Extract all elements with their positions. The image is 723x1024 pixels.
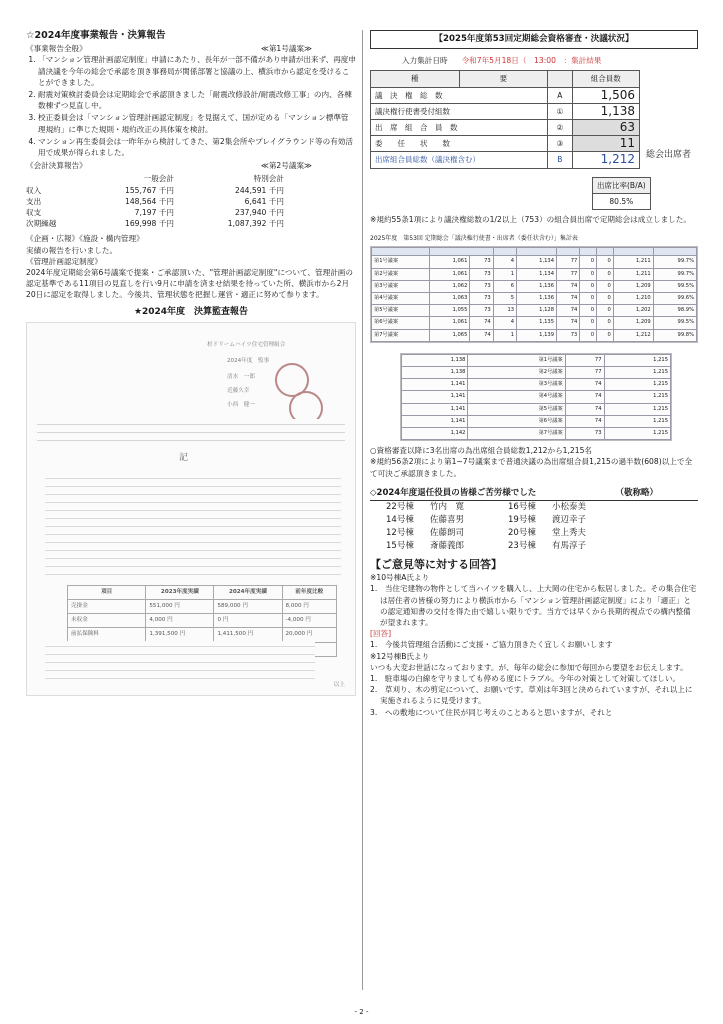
planning-label: 《企画・広報》《施設・構内管理》 bbox=[26, 234, 144, 244]
table-row: 1,141 第5号議案 74 1,215 bbox=[402, 403, 671, 415]
qa-item: 1. 当住宅建物の物件として当ハイツを購入し、上大岡の住宅から転居しました。その集合住宅は居住者の皆様の努力により横浜市から「マンション管理計画認定制度」により「適正」との認定通知書の交付を得た由で嬉しい限りです。当方では早くから長期的視点での構内整備が望まれます。 bbox=[370, 584, 697, 627]
ratio-value: 80.5% bbox=[593, 193, 651, 209]
table-row: 1,138 第1号議案 77 1,215 bbox=[402, 354, 671, 366]
scan-sig: 清水 一郎 bbox=[227, 373, 255, 380]
meeting-status-title: 【2025年度第53回定期総会資格審査・決議状況】 bbox=[370, 30, 698, 49]
left-column bbox=[26, 30, 356, 696]
table-row: 第6号議案 1,061 74 4 1,135 74 0 0 1,209 99.5% bbox=[372, 317, 697, 329]
qa-from: ※12号棟B氏より bbox=[370, 651, 430, 661]
scan-heading: 記 bbox=[179, 452, 189, 463]
qa-intro: いつも大変お世話になっております。が、毎年の総会に参加で毎回から要望をお伝えします。 bbox=[370, 662, 688, 672]
qualification-area bbox=[370, 70, 698, 168]
table-row: 第4号議案 1,063 73 5 1,136 74 0 0 1,210 99.6% bbox=[372, 293, 697, 305]
table-row: 第7号議案 1,065 74 1 1,139 73 0 0 1,212 99.8% bbox=[372, 329, 697, 341]
tally-value: 令和7年5月18日（ 13:00 ：集計結果 bbox=[461, 56, 602, 66]
scan-table: 項目 2023年度実績 2024年度実績 前年度比較 売掛金 551,000 円 589,000 円 8,000 円 未収金 4,000 円 0 円 -4,000 円 前払保険料 1,391,500 円 1,411,500 円 20,000 円 bbox=[67, 585, 337, 657]
table-row: 第3号議案 1,062 73 6 1,136 74 0 0 1,209 99.5% bbox=[372, 280, 697, 292]
ratio-label: 出席比率(B/A) bbox=[593, 177, 651, 193]
scan-body-text bbox=[45, 641, 315, 681]
gm-subheader bbox=[26, 43, 356, 54]
table-row: 第2号議案 1,061 73 1 1,134 77 0 0 1,211 99.7% bbox=[372, 268, 697, 280]
list-item: 22号棟 竹内 寛 16号棟 小松泰美 bbox=[386, 501, 587, 512]
qa-from: ※10号棟A氏より bbox=[370, 573, 430, 583]
table-row: 出 席 組 合 員 数 ② 63 bbox=[371, 120, 640, 136]
qualification-table: 種 要 組合員数 議 決 権 総 数 A 1,506 議決権行使書受付組数 ① 1,138 出 席 組 合 員 数 ② 63 委 任 状 数 ③ 11 出席組合員総数（議決権含む） B 1,212 bbox=[370, 70, 640, 168]
table-row: 第1号議案 1,061 73 4 1,134 77 0 0 1,211 99.7% bbox=[372, 256, 697, 268]
report-item: 2. 耐震対策検討委員会は定期総会で承認頂きました「耐震改修設計/耐震改修工事」の内、各棟数棟ずつ見直し中。 bbox=[38, 89, 356, 111]
qa-item: 3. への敷地について住民が同じ考えのことあると思いますが、それと bbox=[370, 707, 613, 717]
scan-sig: 近藤久幸 bbox=[227, 387, 250, 394]
quorum-note: ※規約55条1項により議決権総数の1/2以上（753）の組合員出席で定期総会は成立しました。 bbox=[370, 215, 691, 225]
account-label: 《会計決算報告》 bbox=[26, 161, 87, 171]
report-list bbox=[26, 54, 356, 158]
finance-row: 収入 155,767 千円 244,591 千円 bbox=[26, 185, 284, 195]
list-item: 15号棟 斎藤義郎 23号棟 有馬淳子 bbox=[386, 540, 587, 551]
table-row: 1,141 第4号議案 74 1,215 bbox=[402, 391, 671, 403]
retire-section bbox=[370, 487, 698, 553]
qa-answer: 1. 今後共管理組合活動にご支援・ご協力頂きたく宜しくお願いします bbox=[370, 640, 613, 650]
table-row: 1,141 第6号議案 74 1,215 bbox=[402, 415, 671, 427]
planning-body: 実績の報告を行いました。 bbox=[26, 245, 118, 255]
list-item: 14号棟 佐藤喜男 19号棟 渡辺幸子 bbox=[386, 514, 587, 525]
retire-honor: （敬称略） bbox=[615, 487, 658, 498]
attend-label: 総会出席者 bbox=[646, 150, 692, 161]
retire-title: ◇2024年度退任役員の皆様ご苦労様でした bbox=[370, 487, 537, 498]
right-column bbox=[370, 30, 698, 718]
table-row: 委 任 状 数 ③ 11 bbox=[371, 136, 640, 152]
table-row: 1,138 第2号議案 77 1,215 bbox=[402, 367, 671, 379]
scan-body-text bbox=[37, 419, 345, 443]
table-row: 前払保険料 1,391,500 円 1,411,500 円 20,000 円 bbox=[68, 628, 337, 642]
resolution-note: ※規約56条2項により第1~7号議案まで普通決議の為出席組合員1,215の過半数(608)以上で全て可決ご承認頂きました。 bbox=[370, 457, 693, 478]
table-row: 議決権行使書受付組数 ① 1,138 bbox=[371, 103, 640, 119]
finance-header: 一般会計 特別会計 bbox=[143, 174, 284, 184]
scan-sig: 小西 健一 bbox=[227, 401, 255, 408]
tally-line bbox=[402, 55, 698, 66]
list-item: 12号棟 佐藤朗司 20号棟 堂上秀夫 bbox=[386, 527, 587, 538]
qa-item: 2. 草刈り、木の剪定について、お願いです。草刈は年3回と決められていますが、それ以上に実施されるように見受けます。 bbox=[370, 685, 693, 706]
table-row: 第5号議案 1,055 73 13 1,128 74 0 0 1,202 98.9% bbox=[372, 305, 697, 317]
retire-list bbox=[386, 501, 698, 553]
vote-tally-sheet bbox=[370, 246, 698, 342]
audit-title: ★2024年度 決算監査報告 bbox=[133, 306, 249, 317]
page-number: - 2 - bbox=[354, 1008, 369, 1016]
audit-report-scan bbox=[26, 322, 356, 696]
ratio-table bbox=[592, 177, 651, 210]
scan-footer: 以上 bbox=[333, 681, 345, 688]
annual-report-title: ☆2024年度事業報告・決算報告 bbox=[26, 30, 166, 41]
scan-org: 杉ドリームハイツ住宅管理組合 bbox=[207, 341, 286, 348]
mgmt-body: 2024年度定期総会第6号議案で提案・ご承認頂いた、"管理計画認定制度"について、管理計画の認定基準である11項目の見直しを行い9月に申請を済ませ結果を待っていた所、横浜市から2月20日に認定を取得しました。今後共、管理状態を把握し運営・適正に努めて参ります。 bbox=[26, 268, 353, 300]
finance-row: 次期繰越 169,998 千円 1,087,392 千円 bbox=[26, 219, 284, 229]
mgmt-label: 《管理計画認定制度》 bbox=[26, 256, 102, 266]
vote-tally-sheet-2 bbox=[400, 353, 672, 441]
report-item: 4. マンション再生委員会は一昨年から検討してきた、第2集会所やプレイグラウンド等の有効活用で成果が得られました。 bbox=[38, 136, 356, 158]
retire-title-row bbox=[370, 487, 698, 501]
table-row: 出席組合員総数（議決権含む） B 1,212 bbox=[371, 152, 640, 168]
gm-label: 《事業報告全般》 bbox=[26, 44, 87, 54]
finance-table bbox=[26, 173, 356, 229]
table-row: 1,141 第3号議案 74 1,215 bbox=[402, 379, 671, 391]
late-attendance-note: ○資格審査以降に3名出席の為出席組合員総数1,212から1,215名 bbox=[370, 446, 592, 456]
qa-title: 【ご意見等に対する回答】 bbox=[370, 557, 502, 571]
table-row: 議 決 権 総 数 A 1,506 bbox=[371, 87, 640, 103]
tally-label: 入力集計日時 bbox=[402, 56, 448, 66]
account-subheader bbox=[26, 160, 356, 171]
table-row: 1,142 第7号議案 73 1,215 bbox=[402, 428, 671, 440]
qa-answer-label: [回答] bbox=[370, 629, 392, 639]
scan-body-text bbox=[45, 473, 341, 577]
agenda1-label: ≪第1号議案≫ bbox=[260, 44, 312, 54]
sheet-title: 2025年度 第53回 定期総会「議決権行使書・出席者（委任状含む）」集計表 bbox=[370, 235, 578, 243]
agenda2-label: ≪第2号議案≫ bbox=[260, 161, 312, 171]
finance-row: 収支 7,197 千円 237,940 千円 bbox=[26, 208, 284, 218]
report-item: 1. 「マンション管理計画認定制度」申請にあたり、長年が一部不備があり申請が出来ず、再度申請決議を今年の総会で承認を頂き事務局が関係部署と協議の上、横浜市から認定を受けることができました。 bbox=[38, 54, 356, 88]
finance-row: 支出 148,564 千円 6,641 千円 bbox=[26, 196, 284, 206]
qa-item: 1. 駐車場の白線を守りましても停める度にトラブル。今年の対策として対策してほしい。 bbox=[370, 673, 681, 683]
column-divider bbox=[362, 30, 363, 990]
table-row: 未収金 4,000 円 0 円 -4,000 円 bbox=[68, 614, 337, 628]
report-item: 3. 校正委員会は「マンション管理計画認定制度」を見据えて、国が定める「マンション標準管理規約」に準じた規則・規約改正の具体策を検討。 bbox=[38, 112, 356, 134]
table-row: 売掛金 551,000 円 589,000 円 8,000 円 bbox=[68, 600, 337, 614]
scan-date: 2024年度 監事 bbox=[227, 357, 270, 364]
